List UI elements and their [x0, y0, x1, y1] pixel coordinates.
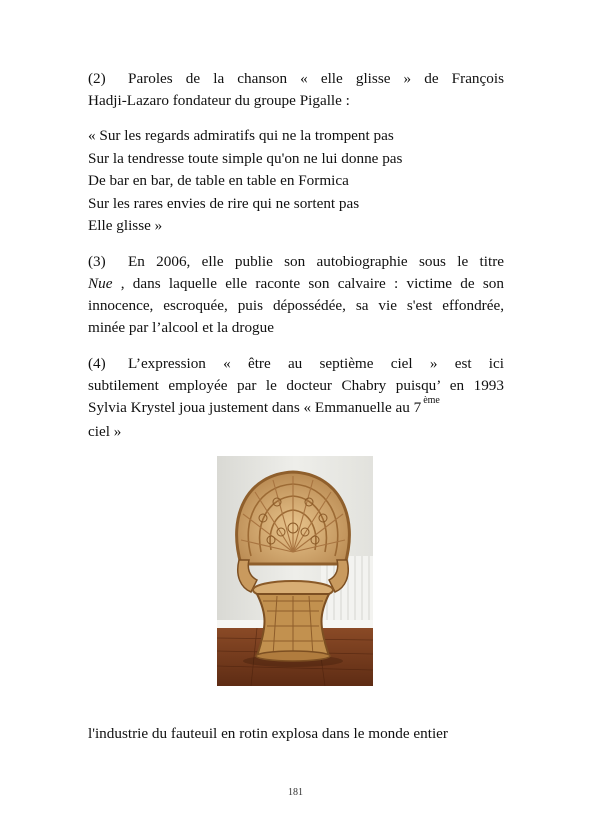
note-3-text-1: En 2006, elle publie son autobiographie sous le titre	[128, 253, 504, 270]
note-2-text-1: Paroles de la chanson « elle glisse » de François	[128, 70, 504, 87]
note-3	[88, 251, 504, 339]
note-4-number: (4)	[88, 355, 106, 372]
note-2-line-1	[88, 68, 504, 90]
note-3-line-1	[88, 251, 504, 273]
note-3-text-2: , dans laquelle elle raconte son calvaire : victime de son	[112, 275, 504, 292]
note-4-line-4: ciel »	[88, 423, 122, 440]
quote-line: « Sur les regards admiratifs qui ne la trompent pas	[88, 127, 394, 144]
superscript: ème	[423, 395, 440, 406]
note-2-number: (2)	[88, 70, 106, 87]
song-quote	[88, 125, 508, 238]
note-2	[88, 68, 504, 112]
note-3-line-4: minée par l’alcool et la drogue	[88, 319, 274, 336]
quote-line: Sur la tendresse toute simple qu'on ne lui donne pas	[88, 149, 403, 167]
photo-caption: l'industrie du fauteuil en rotin explosa dans le monde entier	[88, 725, 448, 742]
note-3-line-3: innocence, escroquée, puis dépossédée, sa vie s'est effondrée,	[88, 297, 504, 314]
note-4-line-1	[88, 353, 504, 375]
note-2-line-2: Hadji-Lazaro fondateur du groupe Pigalle :	[88, 92, 350, 109]
note-3-number: (3)	[88, 253, 106, 270]
quote-line: Elle glisse »	[88, 217, 163, 234]
note-4-text-3: Sylvia Krystel joua justement dans « Emmanuelle au 7	[88, 399, 422, 416]
note-4-line-3	[88, 397, 504, 421]
page-number: 181	[288, 787, 303, 798]
note-4-text-1: L’expression « être au septième ciel » est ici	[128, 355, 504, 372]
quote-line: De bar en bar, de table en table en Formica	[88, 172, 349, 189]
note-4-line-2: subtilement employée par le docteur Chabry puisqu’ en 1993	[88, 377, 504, 394]
note-3-line-2	[88, 273, 504, 295]
peacock-chair-photo	[217, 456, 373, 686]
quote-line: Sur les rares envies de rire qui ne sortent pas	[88, 194, 360, 212]
book-title: Nue	[88, 275, 113, 292]
note-4	[88, 353, 504, 443]
